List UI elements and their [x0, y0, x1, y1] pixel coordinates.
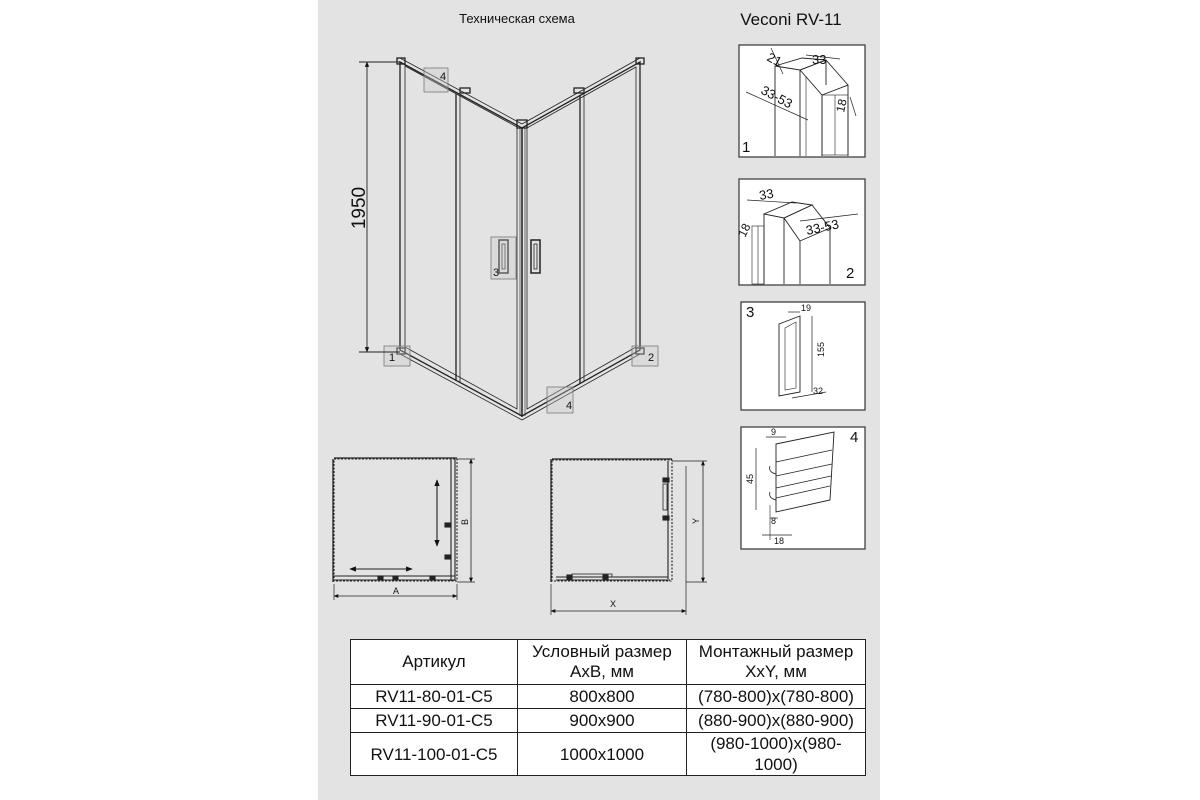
detail-4-dim-a: 9: [771, 427, 777, 437]
header-mounting-size: Монтажный размер XxY, мм: [687, 640, 866, 685]
spec-table: [350, 639, 866, 776]
cell-article: RV11-100-01-C5: [351, 733, 518, 776]
detail-1-dim-b: 33: [812, 52, 827, 67]
table-row: [351, 709, 866, 733]
detail-4-dim-b: 45: [745, 473, 755, 484]
svg-text:4: 4: [566, 400, 573, 412]
header-article: Артикул: [351, 640, 518, 685]
dim-label-y: Y: [691, 517, 701, 525]
table-row: [351, 733, 866, 776]
header-nominal-size: Условный размер AxB, мм: [518, 640, 687, 685]
cell-mounting-size: (880-900)x(880-900): [687, 709, 866, 733]
cell-nominal-size: 1000x1000: [518, 733, 687, 776]
table-header-row: [351, 640, 866, 685]
svg-text:2: 2: [648, 352, 655, 364]
svg-text:1: 1: [389, 352, 396, 364]
svg-text:3: 3: [493, 267, 500, 279]
detail-box-2: [735, 179, 865, 285]
detail-box-4: [741, 427, 865, 549]
detail-3-number: 3: [746, 304, 755, 321]
detail-4-dim-d: 18: [774, 536, 785, 546]
schema-title: Техническая схема: [459, 11, 575, 26]
cell-mounting-size: (980-1000)x(980-1000): [687, 733, 866, 776]
cell-article: RV11-90-01-C5: [351, 709, 518, 733]
detail-4-dim-c: 8: [771, 516, 777, 526]
detail-3-dim-c: 32: [813, 386, 824, 396]
cell-article: RV11-80-01-C5: [351, 685, 518, 709]
svg-text:4: 4: [440, 71, 447, 83]
detail-3-dim-a: 19: [801, 303, 812, 313]
dim-label-b: B: [460, 518, 470, 526]
plan-view-right: [551, 459, 707, 615]
cell-nominal-size: 800x800: [518, 685, 687, 709]
detail-2-dim-b: 18: [735, 221, 754, 240]
shower-enclosure-view: [397, 58, 644, 420]
dim-label-a: A: [392, 586, 400, 596]
plan-view-left: [333, 458, 475, 600]
cell-mounting-size: (780-800)x(780-800): [687, 685, 866, 709]
detail-4-number: 4: [850, 429, 859, 446]
table-row: [351, 685, 866, 709]
detail-1-dim-a: 21: [764, 49, 785, 70]
detail-2-number: 2: [846, 265, 855, 282]
detail-box-3: [741, 302, 865, 410]
model-name: Veconi RV-11: [740, 10, 842, 29]
height-label: 1950: [349, 186, 370, 230]
dim-label-x: X: [609, 599, 617, 609]
detail-1-number: 1: [742, 139, 751, 156]
detail-box-1: [739, 45, 865, 157]
detail-2-dim-a: 33: [757, 185, 775, 203]
cell-nominal-size: 900x900: [518, 709, 687, 733]
detail-1-dim-d: 18: [833, 97, 850, 114]
detail-3-dim-b: 155: [816, 341, 826, 357]
detail-1-dim-c: 33-53: [758, 82, 795, 112]
detail-2-dim-c: 33-53: [804, 216, 841, 238]
